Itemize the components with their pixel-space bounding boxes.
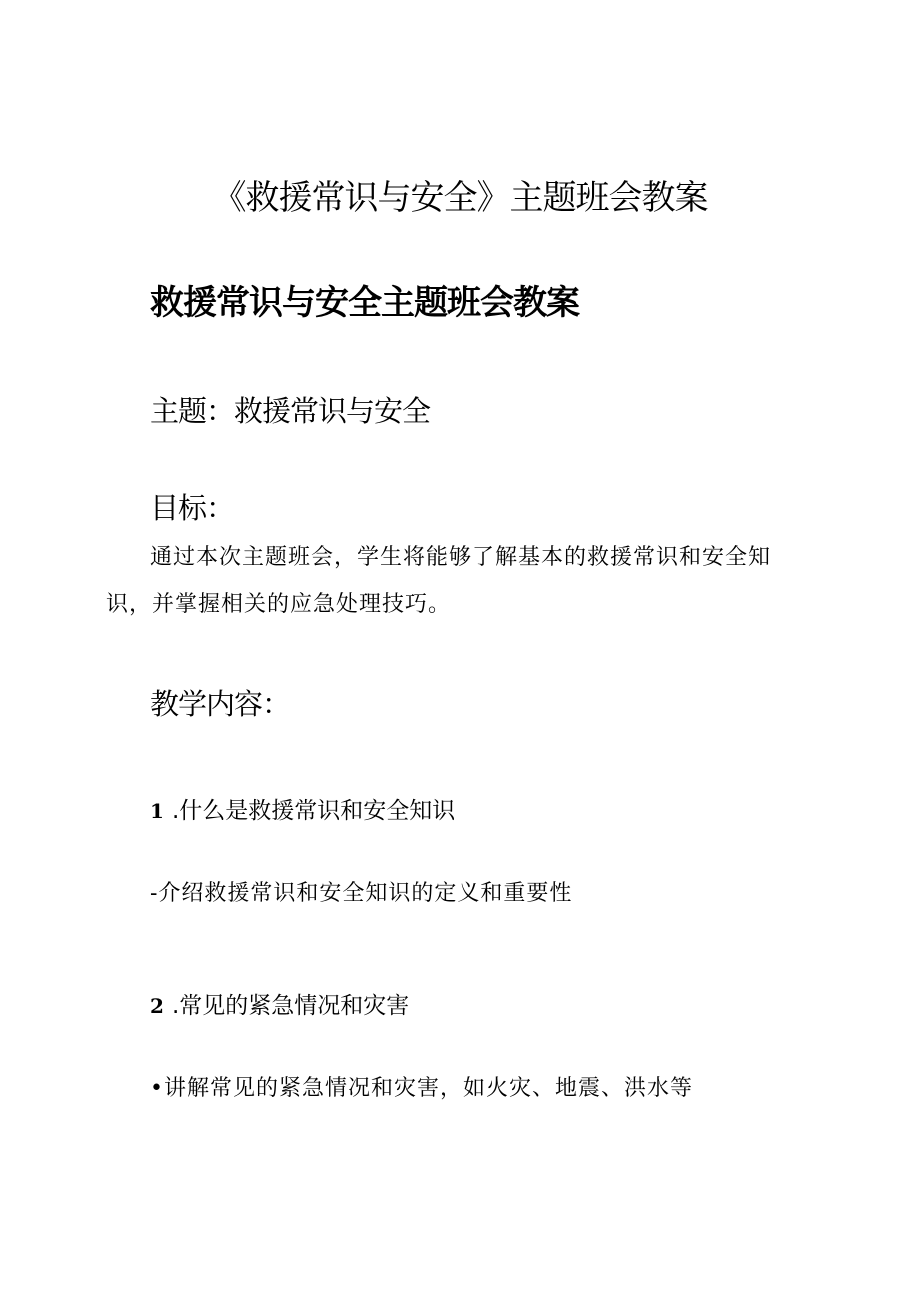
list-item-title-2: .常见的紧急情况和灾害 xyxy=(172,993,410,1019)
document-subtitle: 救援常识与安全主题班会教案 xyxy=(150,283,579,323)
goal-heading: 目标： xyxy=(150,491,235,525)
list-item-number-1: 1 xyxy=(150,799,164,823)
theme-heading: 主题：救援常识与安全 xyxy=(150,394,431,428)
list-item-heading-1 xyxy=(150,800,455,823)
list-item-title-1: .什么是救援常识和安全知识 xyxy=(172,798,456,824)
list-item-heading-2 xyxy=(150,995,409,1018)
goal-paragraph-line-2: 识，并掌握相关的应急处理技巧。 xyxy=(106,592,452,617)
goal-paragraph-line-1: 通过本次主题班会，学生将能够了解基本的救援常识和安全知 xyxy=(150,545,772,570)
content-heading: 教学内容： xyxy=(150,687,291,721)
list-item-detail-2: •讲解常见的紧急情况和灾害，如火灾、地震、洪水等 xyxy=(150,1076,693,1101)
list-item-number-2: 2 xyxy=(150,994,164,1018)
document-title: 《救援常识与安全》主题班会教案 xyxy=(212,178,708,218)
list-item-detail-1: -介绍救援常识和安全知识的定义和重要性 xyxy=(150,881,573,906)
